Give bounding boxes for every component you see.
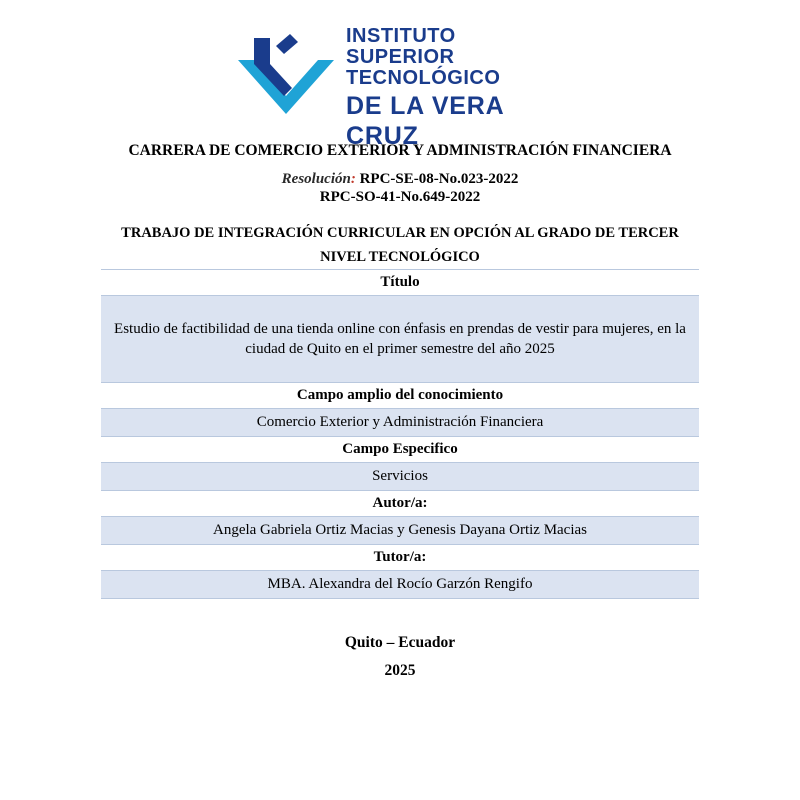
work-title — [0, 221, 800, 269]
vera-cruz-logo-mark — [236, 30, 344, 114]
author-header: Autor/a: — [101, 490, 699, 516]
resolution-code-2: RPC-SO-41-No.649-2022 — [319, 189, 481, 205]
logo-line-4: DE LA VERA CRUZ — [346, 92, 504, 150]
logo-line-1: INSTITUTO — [346, 25, 456, 47]
logo-wordmark — [346, 26, 576, 151]
logo-line-2: SUPERIOR — [346, 46, 455, 68]
tutor-value: MBA. Alexandra del Rocío Garzón Rengifo — [101, 570, 699, 599]
specific-field-value: Servicios — [101, 462, 699, 490]
author-value: Angela Gabriela Ortiz Macias y Genesis Dayana Ortiz Macias — [101, 516, 699, 544]
field-value: Comercio Exterior y Administración Financiera — [101, 408, 699, 436]
career-title: CARRERA DE COMERCIO EXTERIOR Y ADMINISTRACIÓN FINANCIERA — [128, 142, 672, 159]
institute-logo — [236, 25, 576, 150]
resolution-code-1: RPC-SE-08-No.023-2022 — [359, 171, 519, 187]
title-value — [101, 295, 699, 382]
specific-field-header: Campo Especifico — [101, 436, 699, 462]
year: 2025 — [384, 662, 416, 679]
resolution-block: Resolución: RPC-SE-08-No.023-2022 RPC-SO-41-No.649-2022 — [0, 170, 800, 206]
title-header: Título — [101, 269, 699, 295]
resolution-label: Resolución — [281, 171, 351, 187]
work-title-line-1: TRABAJO DE INTEGRACIÓN CURRICULAR EN OPCIÓN AL GRADO DE TERCER — [121, 225, 679, 241]
logo-line-3: TECNOLÓGICO — [346, 67, 501, 89]
thesis-info-table — [101, 269, 699, 599]
title-value-text: Estudio de factibilidad de una tienda online con énfasis en prendas de vestir para mujeres, en la ciudad de Quito en el primer semestre del año 2025 — [114, 321, 686, 357]
place: Quito – Ecuador — [344, 634, 456, 651]
work-title-line-2: NIVEL TECNOLÓGICO — [320, 249, 480, 265]
field-header: Campo amplio del conocimiento — [101, 382, 699, 408]
tutor-header: Tutor/a: — [101, 544, 699, 570]
